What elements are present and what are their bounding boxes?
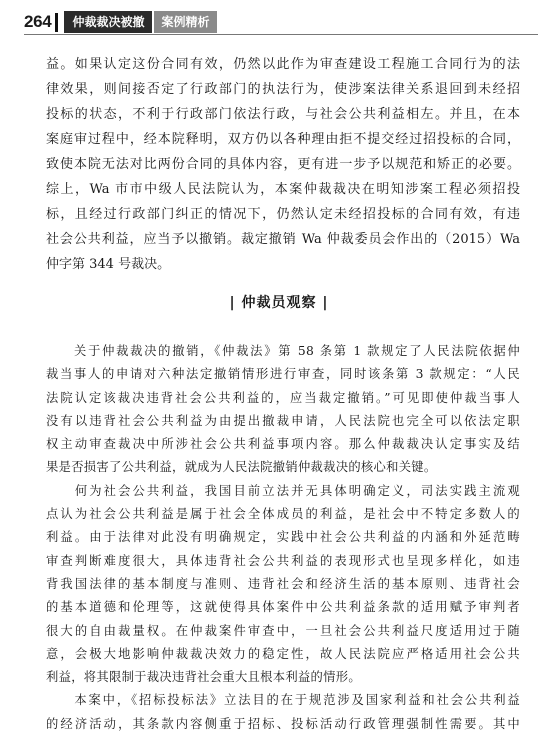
- text-line: 审查判断难度很大，具体违背社会公共利益的表现形式也呈现多样化，如违: [46, 553, 520, 568]
- paragraph-ruling: [46, 52, 520, 277]
- page-number: 264: [24, 12, 52, 31]
- section-title: | 仲裁员观察 |: [229, 295, 329, 311]
- text-line: 本案中，《招标投标法》立法目的在于规范涉及国家利益和社会公共利益: [46, 693, 520, 708]
- header-rule: [24, 34, 538, 35]
- running-header: [24, 10, 217, 34]
- text-line: 致使本院无法对比两份合同的具体内容，更有进一步予以规范和矫正的必要。: [46, 157, 520, 172]
- header-divider: [55, 13, 58, 32]
- series-label: 案例精析: [154, 11, 216, 33]
- text-line: 标，且经过行政部门纠正的情况下，仍然认定未经招投标的合同有效，有违: [46, 207, 520, 222]
- text-line: 背我国法律的基本制度与准则、违背社会和经济生活的基本原则、违背社会: [46, 576, 520, 591]
- text-line: 综上，Wa 市市中级人民法院认为，本案仲裁裁决在明知涉案工程必须招投: [46, 182, 520, 197]
- text-line: 法院认定该裁决违背社会公共利益的，应当裁定撤销。”可见即使仲裁当事人: [46, 390, 520, 405]
- book-title: 仲裁裁决被撤: [64, 11, 152, 33]
- text-line: 很大的自由裁量权。在仲裁案件审查中，一旦社会公共利益尺度适用过于随: [46, 623, 520, 638]
- text-line: 益。如果认定这份合同有效，仍然以此作为审查建设工程施工合同行为的法: [46, 57, 520, 72]
- text-line: 的经济活动，其条款内容侧重于招标、投标活动行政管理强制性需要。其中: [46, 716, 520, 731]
- text-line: 果是否损害了公共利益，就成为人民法院撤销仲裁裁决的核心和关键。: [46, 460, 437, 475]
- text-line: 利益。由于法律对此没有明确规定，实践中社会公共利益的内涵和外延范畴: [46, 530, 520, 545]
- text-line: 社会公共利益，应当予以撤销。裁定撤销 Wa 仲裁委员会作出的（2015）Wa: [46, 232, 520, 247]
- text-line: 没有以违背社会公共利益为由提出撤裁申请，人民法院也完全可以依法定职: [46, 413, 520, 428]
- text-line: 律效果，则间接否定了行政部门的执法行为，使涉案法律关系退回到未经招: [46, 82, 520, 97]
- text-line: 投标的状态，不利于行政部门依法行政，与社会公共利益相左。并且，在本: [46, 107, 520, 122]
- text-line: 点认为社会公共利益是属于社会全体成员的利益，是社会中不特定多数人的: [46, 507, 520, 522]
- paragraph-observation: [46, 340, 520, 736]
- text-line: 的基本道德和伦理等，这就使得具体案件中公共利益条款的适用赋予审判者: [46, 600, 520, 615]
- text-line: 关于仲裁裁决的撤销，《仲裁法》第 58 条第 1 款规定了人民法院依据仲: [46, 344, 520, 358]
- text-line: 意，会极大地影响仲裁裁决效力的稳定性，故人民法院应严格适用社会公共: [46, 646, 520, 661]
- text-line: 案庭审过程中，经本院释明，双方仍以各种理由拒不提交经过招投标的合同，: [46, 132, 520, 147]
- text-line: 何为社会公共利益，我国目前立法并无具体明确定义，司法实践主流观: [46, 483, 520, 498]
- text-line: 权主动审查裁决中所涉社会公共利益事项内容。那么仲裁裁决认定事实及结: [46, 437, 520, 452]
- text-line: 利益，将其限制于裁决违背社会重大且根本利益的情形。: [46, 670, 361, 685]
- text-line: 裁当事人的申请对六种法定撤销情形进行审查，同时该条第 3 款规定：“人民: [46, 367, 520, 382]
- text-line: 仲字第 344 号裁决。: [46, 257, 171, 272]
